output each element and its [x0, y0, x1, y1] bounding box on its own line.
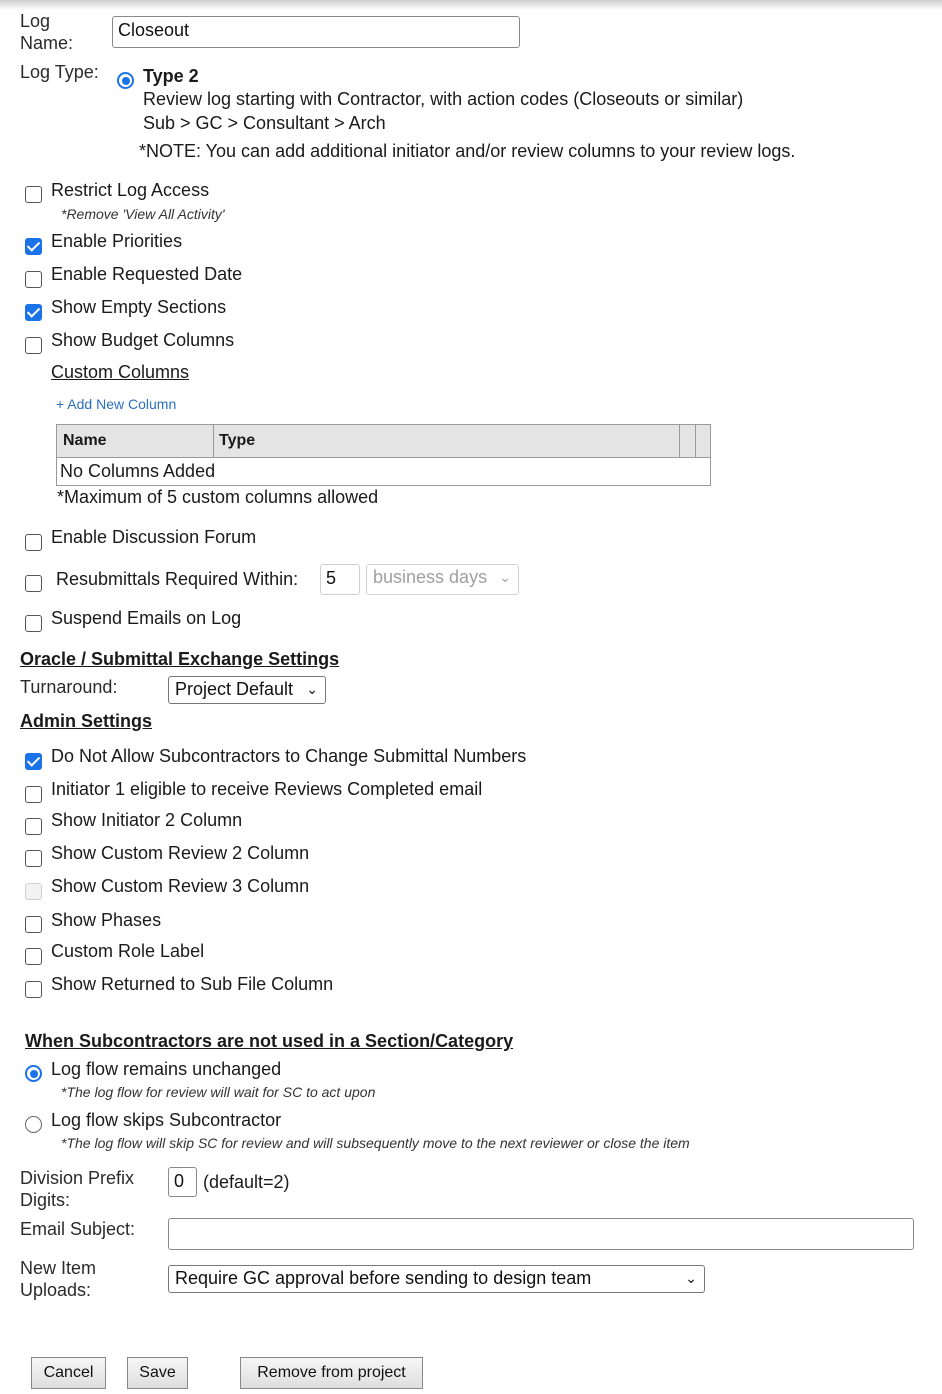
log-flow-unchanged-label: Log flow remains unchanged	[51, 1059, 282, 1079]
column-header-type: Type	[219, 432, 256, 449]
suspend-emails-label: Suspend Emails on Log	[51, 608, 242, 628]
new-item-uploads-value: Require GC approval before sending to design team	[175, 1268, 592, 1288]
email-subject-input[interactable]	[168, 1218, 914, 1250]
log-flow-skips-label: Log flow skips Subcontractor	[51, 1110, 282, 1130]
log-name-label-line1: Log	[20, 11, 51, 31]
log-type-radio-type2[interactable]	[117, 72, 134, 89]
show-empty-sections-checkbox[interactable]	[25, 304, 42, 321]
log-type-description: Review log starting with Contractor, with action codes (Closeouts or similar)	[143, 89, 744, 109]
enable-requested-date-label: Enable Requested Date	[51, 264, 243, 284]
admin-item-label: Show Initiator 2 Column	[51, 810, 243, 830]
new-item-uploads-label	[20, 1257, 96, 1301]
chevron-down-icon: ⌄	[685, 1270, 697, 1286]
admin-item-label: Show Phases	[51, 910, 162, 930]
custom-columns-header	[57, 425, 710, 458]
log-type-title: Type 2	[143, 66, 199, 86]
header-divider	[679, 425, 680, 457]
oracle-settings-heading: Oracle / Submittal Exchange Settings	[20, 649, 340, 669]
division-prefix-input[interactable]: 0	[168, 1167, 197, 1197]
log-type-label: Log Type:	[20, 62, 99, 82]
turnaround-label: Turnaround:	[20, 677, 118, 697]
restrict-log-access-note: *Remove 'View All Activity'	[61, 206, 225, 222]
admin-checkbox-initiator2[interactable]	[25, 818, 42, 835]
turnaround-value: Project Default	[175, 679, 294, 699]
show-budget-columns-checkbox[interactable]	[25, 337, 42, 354]
division-prefix-label	[20, 1167, 134, 1211]
log-name-input[interactable]: Closeout	[112, 16, 520, 48]
show-empty-sections-label: Show Empty Sections	[51, 297, 227, 317]
turnaround-select[interactable]	[168, 676, 326, 704]
division-prefix-label-line2: Digits:	[20, 1190, 71, 1210]
resubmittals-unit-value: business days	[373, 567, 488, 587]
enable-discussion-forum-checkbox[interactable]	[25, 534, 42, 551]
show-budget-columns-label: Show Budget Columns	[51, 330, 235, 350]
admin-item-label: Do Not Allow Subcontractors to Change Submittal Numbers	[51, 746, 527, 766]
column-header-name: Name	[63, 432, 107, 449]
admin-checkbox-no-sub-change[interactable]	[25, 753, 42, 770]
new-item-uploads-label-line1: New Item	[20, 1258, 97, 1278]
remove-from-project-button[interactable]: Remove from project	[240, 1357, 423, 1389]
resubmittals-days-input[interactable]: 5	[320, 564, 360, 595]
log-flow-unchanged-radio[interactable]	[25, 1065, 42, 1082]
enable-priorities-checkbox[interactable]	[25, 238, 42, 255]
division-prefix-label-line1: Division Prefix	[20, 1168, 135, 1188]
log-flow-unchanged-note: *The log flow for review will wait for SC to act upon	[61, 1084, 376, 1100]
resubmittals-checkbox[interactable]	[25, 575, 42, 592]
resubmittals-label: Resubmittals Required Within:	[56, 569, 299, 589]
admin-settings-heading: Admin Settings	[20, 711, 153, 731]
admin-item-label: Show Custom Review 3 Column	[51, 876, 310, 896]
enable-priorities-label: Enable Priorities	[51, 231, 183, 251]
admin-item-label: Custom Role Label	[51, 941, 205, 961]
admin-item-label: Show Custom Review 2 Column	[51, 843, 310, 863]
admin-checkbox-phases[interactable]	[25, 916, 42, 933]
log-name-label-line2: Name:	[20, 33, 74, 53]
division-prefix-hint: (default=2)	[203, 1172, 290, 1192]
new-item-uploads-select[interactable]	[168, 1265, 705, 1293]
restrict-log-access-label: Restrict Log Access	[51, 180, 210, 200]
restrict-log-access-checkbox[interactable]	[25, 186, 42, 203]
log-type-flow: Sub > GC > Consultant > Arch	[143, 113, 386, 133]
admin-checkbox-returned-file[interactable]	[25, 981, 42, 998]
header-divider	[695, 425, 696, 457]
chevron-down-icon: ⌄	[499, 569, 511, 585]
log-type-note: *NOTE: You can add additional initiator and/or review columns to your review logs.	[139, 141, 796, 161]
top-shadow	[0, 0, 942, 10]
admin-checkbox-review3	[25, 883, 42, 900]
new-item-uploads-label-line2: Uploads:	[20, 1280, 92, 1300]
log-name-label	[20, 10, 73, 54]
subcontractors-heading: When Subcontractors are not used in a Section/Category	[25, 1031, 514, 1051]
enable-discussion-forum-label: Enable Discussion Forum	[51, 527, 257, 547]
add-new-column-link[interactable]: + Add New Column	[56, 396, 177, 412]
enable-requested-date-checkbox[interactable]	[25, 271, 42, 288]
email-subject-label: Email Subject:	[20, 1219, 136, 1239]
admin-item-label: Initiator 1 eligible to receive Reviews Completed email	[51, 779, 483, 799]
admin-checkbox-custom-role[interactable]	[25, 948, 42, 965]
custom-columns-table	[56, 424, 711, 486]
custom-columns-max-note: *Maximum of 5 custom columns allowed	[57, 487, 379, 507]
custom-columns-link[interactable]: Custom Columns	[51, 362, 190, 382]
custom-columns-empty: No Columns Added	[60, 461, 216, 481]
log-flow-skips-radio[interactable]	[25, 1116, 42, 1133]
admin-checkbox-review2[interactable]	[25, 850, 42, 867]
log-flow-skips-note: *The log flow will skip SC for review and will subsequently move to the next reviewer or close the item	[61, 1135, 690, 1151]
resubmittals-unit-select[interactable]	[366, 564, 519, 595]
admin-checkbox-initiator-email[interactable]	[25, 786, 42, 803]
save-button[interactable]: Save	[127, 1357, 188, 1389]
header-divider	[213, 425, 214, 457]
cancel-button[interactable]: Cancel	[31, 1357, 106, 1389]
suspend-emails-checkbox[interactable]	[25, 615, 42, 632]
chevron-down-icon: ⌄	[306, 681, 318, 697]
admin-item-label: Show Returned to Sub File Column	[51, 974, 334, 994]
